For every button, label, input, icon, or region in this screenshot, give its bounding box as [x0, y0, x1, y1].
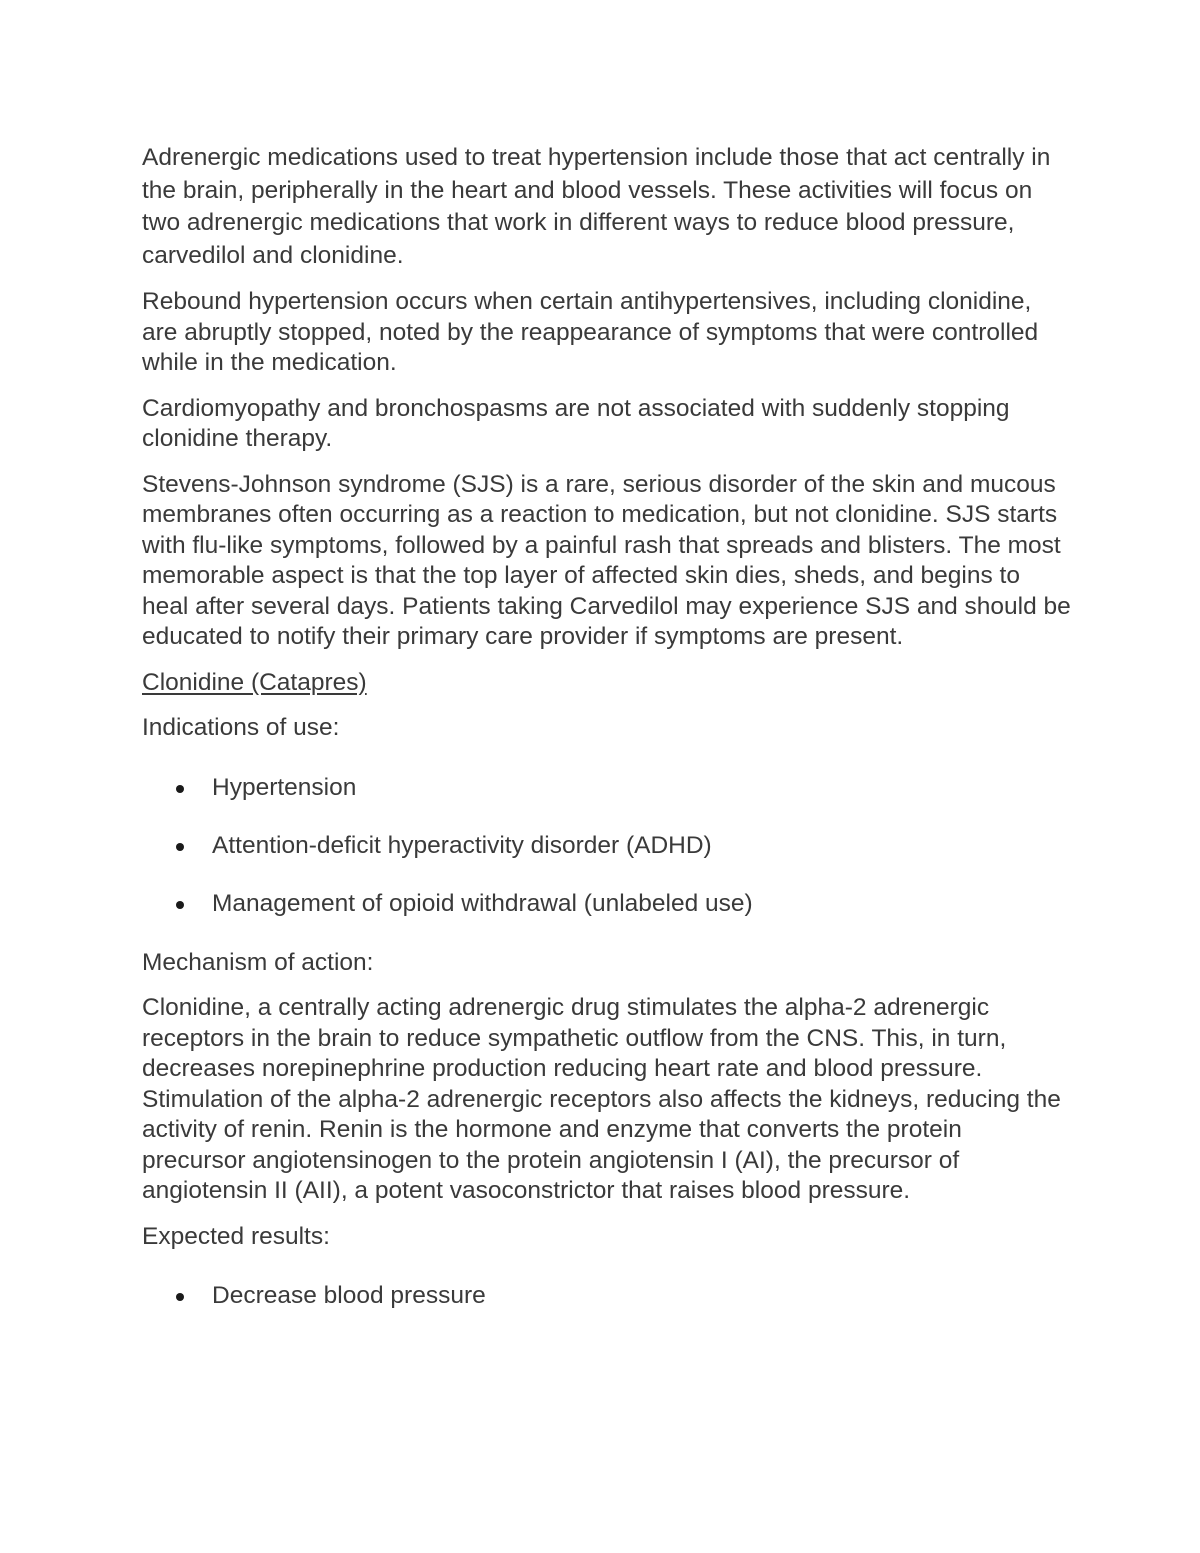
bullet-icon [176, 1293, 184, 1301]
indications-label: Indications of use: [142, 714, 340, 741]
list-item-text: Decrease blood pressure [212, 1282, 486, 1309]
mechanism-paragraph: Clonidine, a centrally acting adrenergic drug stimulates the alpha-2 adrenergic receptors in the brain to reduce sympathetic outflow from the CNS. This, in turn, decreases norepinephrine production reducing heart rate and blood pressure. Stimulation of the alpha-2 adrenergic receptors also affects the kidneys, reducing the activity of renin. Renin is the hormone and enzyme that converts the protein precursor angiotensinogen to the protein angiotensin I (AI), the precursor of angiotensin II (AII), a potent vasoconstrictor that raises blood pressure. [142, 994, 1061, 1204]
list-item [142, 759, 1072, 817]
list-item [142, 817, 1072, 875]
sjs-paragraph: Stevens-Johnson syndrome (SJS) is a rare, serious disorder of the skin and mucous membranes often occurring as a reaction to medication, but not clonidine. SJS starts with flu-like symptoms, followed by a painful rash that spreads and blisters. The most memorable aspect is that the top layer of affected skin dies, sheds, and begins to heal after several days. Patients taking Carvedilol may experience SJS and should be educated to notify their primary care provider if symptoms are present. [142, 470, 1071, 650]
drug-heading: Clonidine (Catapres) [142, 668, 367, 696]
mechanism-label: Mechanism of action: [142, 948, 374, 976]
expected-results-list [142, 1267, 1072, 1325]
list-item-text: Management of opioid withdrawal (unlabeled use) [212, 889, 753, 917]
bullet-icon [176, 843, 184, 851]
intro-paragraph: Adrenergic medications used to treat hypertension include those that act centrally in the brain, peripherally in the heart and blood vessels. These activities will focus on two adrenergic medications that work in different ways to reduce blood pressure, carvedilol and clonidine. [142, 144, 1051, 269]
expected-label: Expected results: [142, 1222, 330, 1250]
list-item [142, 1267, 1072, 1325]
rebound-paragraph: Rebound hypertension occurs when certain antihypertensives, including clonidine, are abruptly stopped, noted by the reappearance of symptoms that were controlled while in the medication. [142, 288, 1039, 376]
list-item-text: Attention-deficit hyperactivity disorder (ADHD) [212, 831, 712, 859]
cardiomyopathy-paragraph: Cardiomyopathy and bronchospasms are not associated with suddenly stopping clonidine therapy. [142, 394, 1010, 452]
bullet-icon [176, 901, 184, 909]
document-page [142, 142, 1072, 1340]
bullet-icon [176, 785, 184, 793]
indications-list [142, 759, 1072, 933]
list-item [142, 875, 1072, 933]
list-item-text: Hypertension [212, 773, 357, 801]
